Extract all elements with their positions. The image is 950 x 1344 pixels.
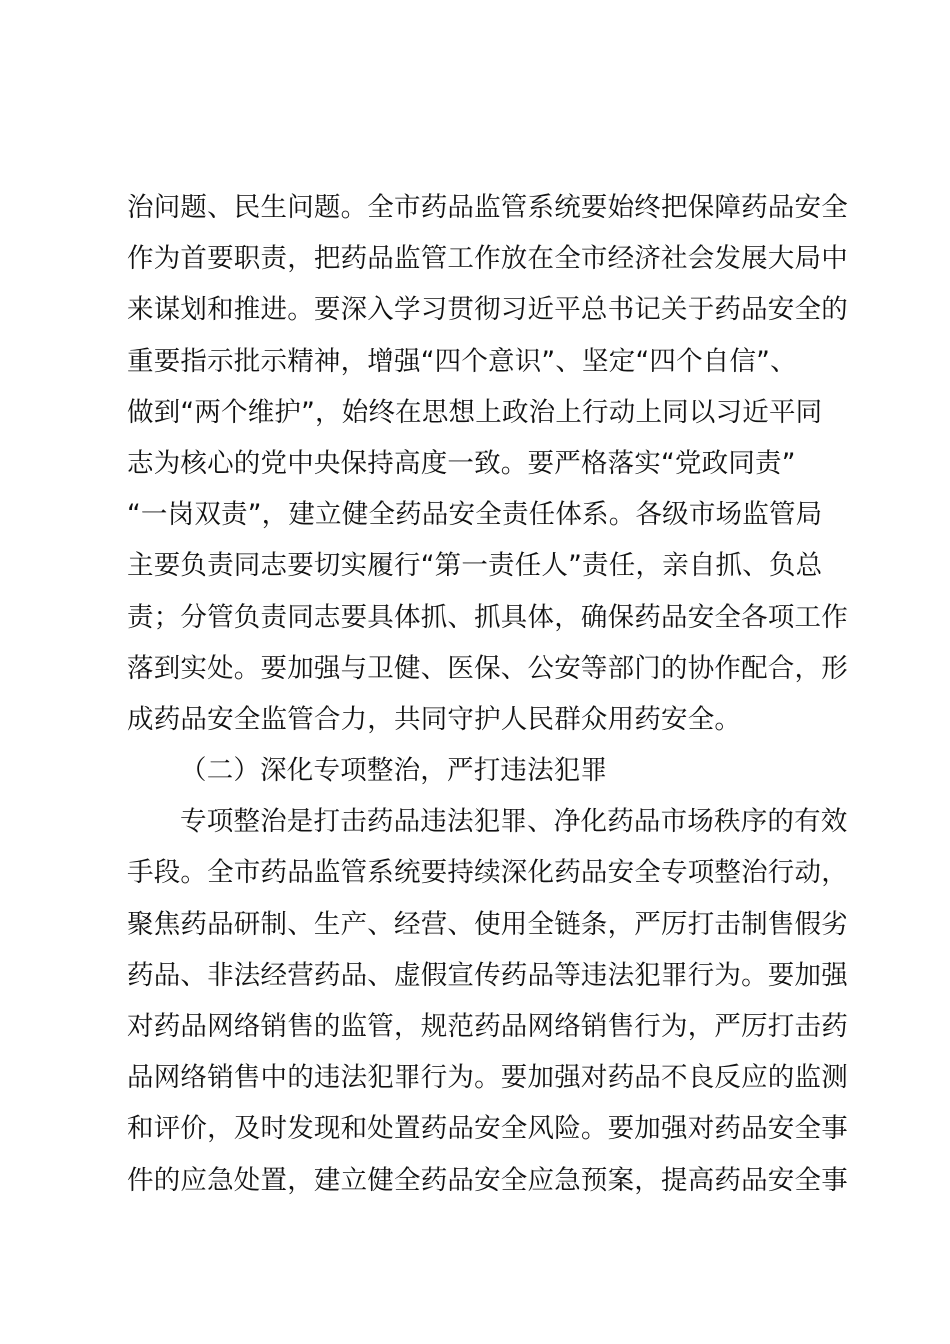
text-line: 落到实处。要加强与卫健、医保、公安等部门的协作配合，形 <box>127 652 848 684</box>
text-line: 品网络销售中的违法犯罪行为。要加强对药品不良反应的监测 <box>127 1062 848 1094</box>
body-text <box>127 182 848 1206</box>
text-line: 聚焦药品研制、生产、经营、使用全链条，严厉打击制售假劣 <box>127 908 848 940</box>
text-line: 成药品安全监管合力，共同守护人民群众用药安全。 <box>127 703 742 735</box>
text-line: “一岗双责”，建立健全药品安全责任体系。各级市场监管局 <box>127 499 823 531</box>
text-line: 主要负责同志要切实履行“第一责任人”责任，亲自抓、负总 <box>127 550 823 582</box>
text-line: 来谋划和推进。要深入学习贯彻习近平总书记关于药品安全的 <box>127 294 848 326</box>
text-line: 做到“两个维护”，始终在思想上政治上行动上同以习近平同 <box>127 396 823 428</box>
text-line: 手段。全市药品监管系统要持续深化药品安全专项整治行动， <box>127 857 848 889</box>
text-line: 和评价，及时发现和处置药品安全风险。要加强对药品安全事 <box>127 1113 848 1145</box>
text-line: 责；分管负责同志要具体抓、抓具体，确保药品安全各项工作 <box>127 601 848 633</box>
text-line: 药品、非法经营药品、虚假宣传药品等违法犯罪行为。要加强 <box>127 959 848 991</box>
section-heading: （二）深化专项整治，严打违法犯罪 <box>180 755 608 787</box>
text-line: 治问题、民生问题。全市药品监管系统要始终把保障药品安全 <box>127 192 848 223</box>
text-line: 志为核心的党中央保持高度一致。要严格落实“党政同责” <box>127 447 796 479</box>
text-line: 作为首要职责，把药品监管工作放在全市经济社会发展大局中 <box>127 243 848 275</box>
text-line: 件的应急处置，建立健全药品安全应急预案，提高药品安全事 <box>127 1164 848 1196</box>
text-line: 对药品网络销售的监管，规范药品网络销售行为，严厉打击药 <box>127 1011 848 1042</box>
text-line: 重要指示批示精神，增强“四个意识”、坚定“四个自信”、 <box>127 345 797 377</box>
text-line: 专项整治是打击药品违法犯罪、净化药品市场秩序的有效 <box>180 806 848 838</box>
